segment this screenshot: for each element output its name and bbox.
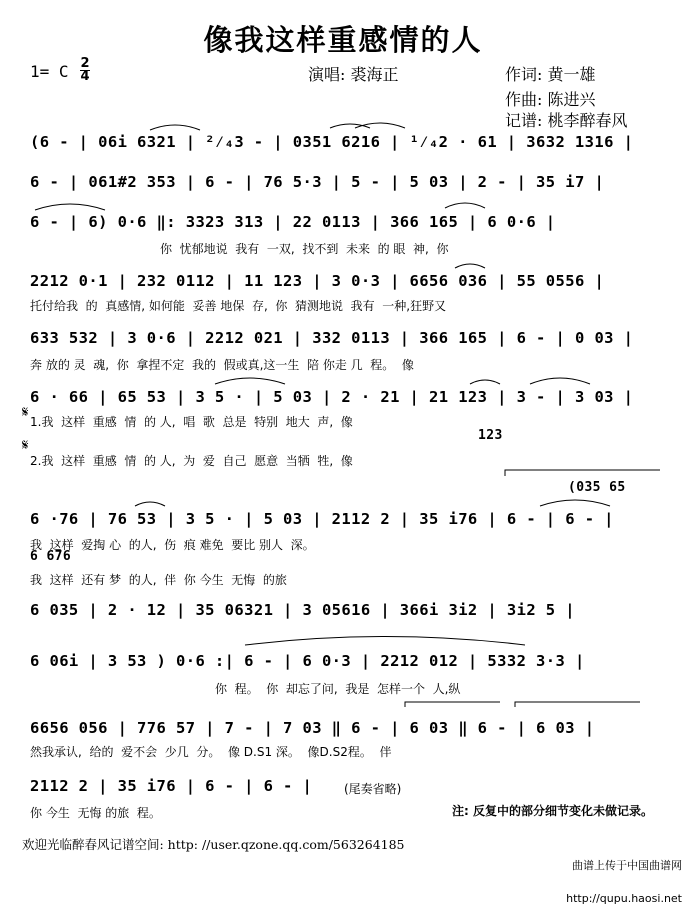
volta-2-bracket bbox=[405, 702, 500, 707]
system-4-lyrics: 托付给我 的 真感情, 如何能 妥善 地保 存, 你 猜测地说 我有 一种,狂野又 bbox=[30, 299, 447, 313]
system-9-lyrics: 你 程。 你 却忘了问, 我是 怎样一个 人,纵 bbox=[215, 682, 461, 696]
lyricist-credit: 作词: 黄一雄 bbox=[505, 65, 596, 84]
slur-8 bbox=[530, 378, 590, 384]
system-10-lyrics: 然我承认, 给的 爱不会 少几 分。 像 D.S1 深。 像D.S2程。 伴 bbox=[30, 745, 392, 759]
system-2-notes: 6 - | 061#2 353 | 6 - | 76 5·3 | 5 - | 5 03 | 2 - | 35 i7 | bbox=[30, 173, 605, 191]
time-signature-top: 2 bbox=[80, 56, 90, 71]
volta-bracket bbox=[505, 470, 660, 476]
system-3-lyrics: 你 忧郁地说 我有 一双, 找不到 未来 的 眼 神, 你 bbox=[160, 242, 449, 256]
system-7b-lyrics: 我 这样 还有 梦 的人, 伴 你 今生 无悔 的旅 bbox=[30, 573, 287, 587]
system-1-notes: (6 - | 06i 6321 | ²⁄₄3 - | 0351 6216 | ¹⁄₄2 · 61 | 3632 1316 | bbox=[30, 133, 634, 151]
slur-5 bbox=[445, 203, 485, 208]
time-signature-bottom: 4 bbox=[80, 69, 90, 84]
slur-4 bbox=[35, 204, 105, 210]
site-stamp bbox=[566, 838, 682, 915]
slur-11 bbox=[540, 500, 610, 506]
segno-sign-2: 𝄋 bbox=[22, 436, 29, 454]
system-6-notes: 6 · 66 | 65 53 | 3 5 · | 5 03 | 2 · 21 | 21 123 | 3 - | 3 03 | bbox=[30, 388, 634, 406]
system-5-notes: 633 532 | 3 0·6 | 2212 021 | 332 0113 | 366 165 | 6 - | 0 03 | bbox=[30, 329, 634, 347]
slur-12 bbox=[245, 637, 525, 646]
segno-sign-1: 𝄋 bbox=[22, 403, 29, 421]
slur-3 bbox=[355, 123, 405, 128]
system-11-lyrics: 你 今生 无悔 的旅 程。 bbox=[30, 806, 161, 820]
remark-note: 注: 反复中的部分细节变化未做记录。 bbox=[452, 804, 653, 818]
system-8-notes: 6 035 | 2 · 12 | 35 06321 | 3 05616 | 366i 3i2 | 3i2 5 | bbox=[30, 601, 575, 619]
system-7-notes: 6 ·76 | 76 53 | 3 5 · | 5 03 | 2112 2 | 35 i76 | 6 - | 6 - | bbox=[30, 510, 614, 528]
site-stamp-line1: 曲谱上传于中国曲谱网 bbox=[572, 859, 682, 872]
site-stamp-line2: http://qupu.haosi.net bbox=[566, 892, 682, 905]
slur-7 bbox=[215, 378, 285, 384]
system-7-lyrics: 我 这样 爱掏 心 的人, 伤 痕 难免 要比 别人 深。 bbox=[30, 538, 315, 552]
system-10-notes: 6656 056 | 776 57 | 7 - | 7 03 ‖ 6 - | 6 03 ‖ 6 - | 6 03 | bbox=[30, 719, 595, 737]
footer-text: 欢迎光临醉春风记谱空间: http: //user.qzone.qq.com/563264185 bbox=[22, 837, 405, 852]
system-9-notes: 6 06i | 3 53 ) 0·6 :| 6 - | 6 0·3 | 2212 012 | 5332 3·3 | bbox=[30, 652, 585, 670]
coda-note: (尾奏省略) bbox=[344, 782, 402, 796]
transcriber-credit: 记谱: 桃李醉春风 bbox=[505, 111, 628, 130]
system-5-lyrics: 奔 放的 灵 魂, 你 拿捏不定 我的 假或真,这一生 陪 你走 几 程。 像 bbox=[30, 358, 414, 372]
system-7b-notes: 6 676 bbox=[30, 549, 72, 564]
slur-9 bbox=[470, 380, 500, 384]
system-6-lyrics-verse1: 1.我 这样 重感 情 的 人, 唱 歌 总是 特别 地大 声, 像 bbox=[30, 415, 353, 429]
singer-credit: 演唱: 裘海正 bbox=[308, 65, 399, 84]
volta-3-bracket bbox=[515, 702, 640, 707]
system-11-notes: 2112 2 | 35 i76 | 6 - | 6 - | bbox=[30, 777, 313, 795]
system-4-notes: 2212 0·1 | 232 0112 | 11 123 | 3 0·3 | 6656 036 | 55 0556 | bbox=[30, 272, 605, 290]
composer-credit: 作曲: 陈进兴 bbox=[505, 90, 596, 109]
slur-6 bbox=[455, 264, 485, 268]
upper-voice-notes: 123 bbox=[478, 428, 503, 443]
upper-voice-extra: (035 65 bbox=[568, 480, 626, 495]
system-6-lyrics-verse2: 2.我 这样 重感 情 的 人, 为 爱 自己 愿意 当牺 牲, 像 bbox=[30, 454, 353, 468]
key-signature: 1= C bbox=[30, 62, 69, 81]
slur-10 bbox=[135, 502, 165, 506]
song-title: 像我这样重感情的人 bbox=[203, 23, 483, 57]
slur-1 bbox=[150, 125, 200, 130]
system-3-notes: 6 - | 6) 0·6 ‖: 3323 313 | 22 0113 | 366 165 | 6 0·6 | bbox=[30, 213, 556, 231]
